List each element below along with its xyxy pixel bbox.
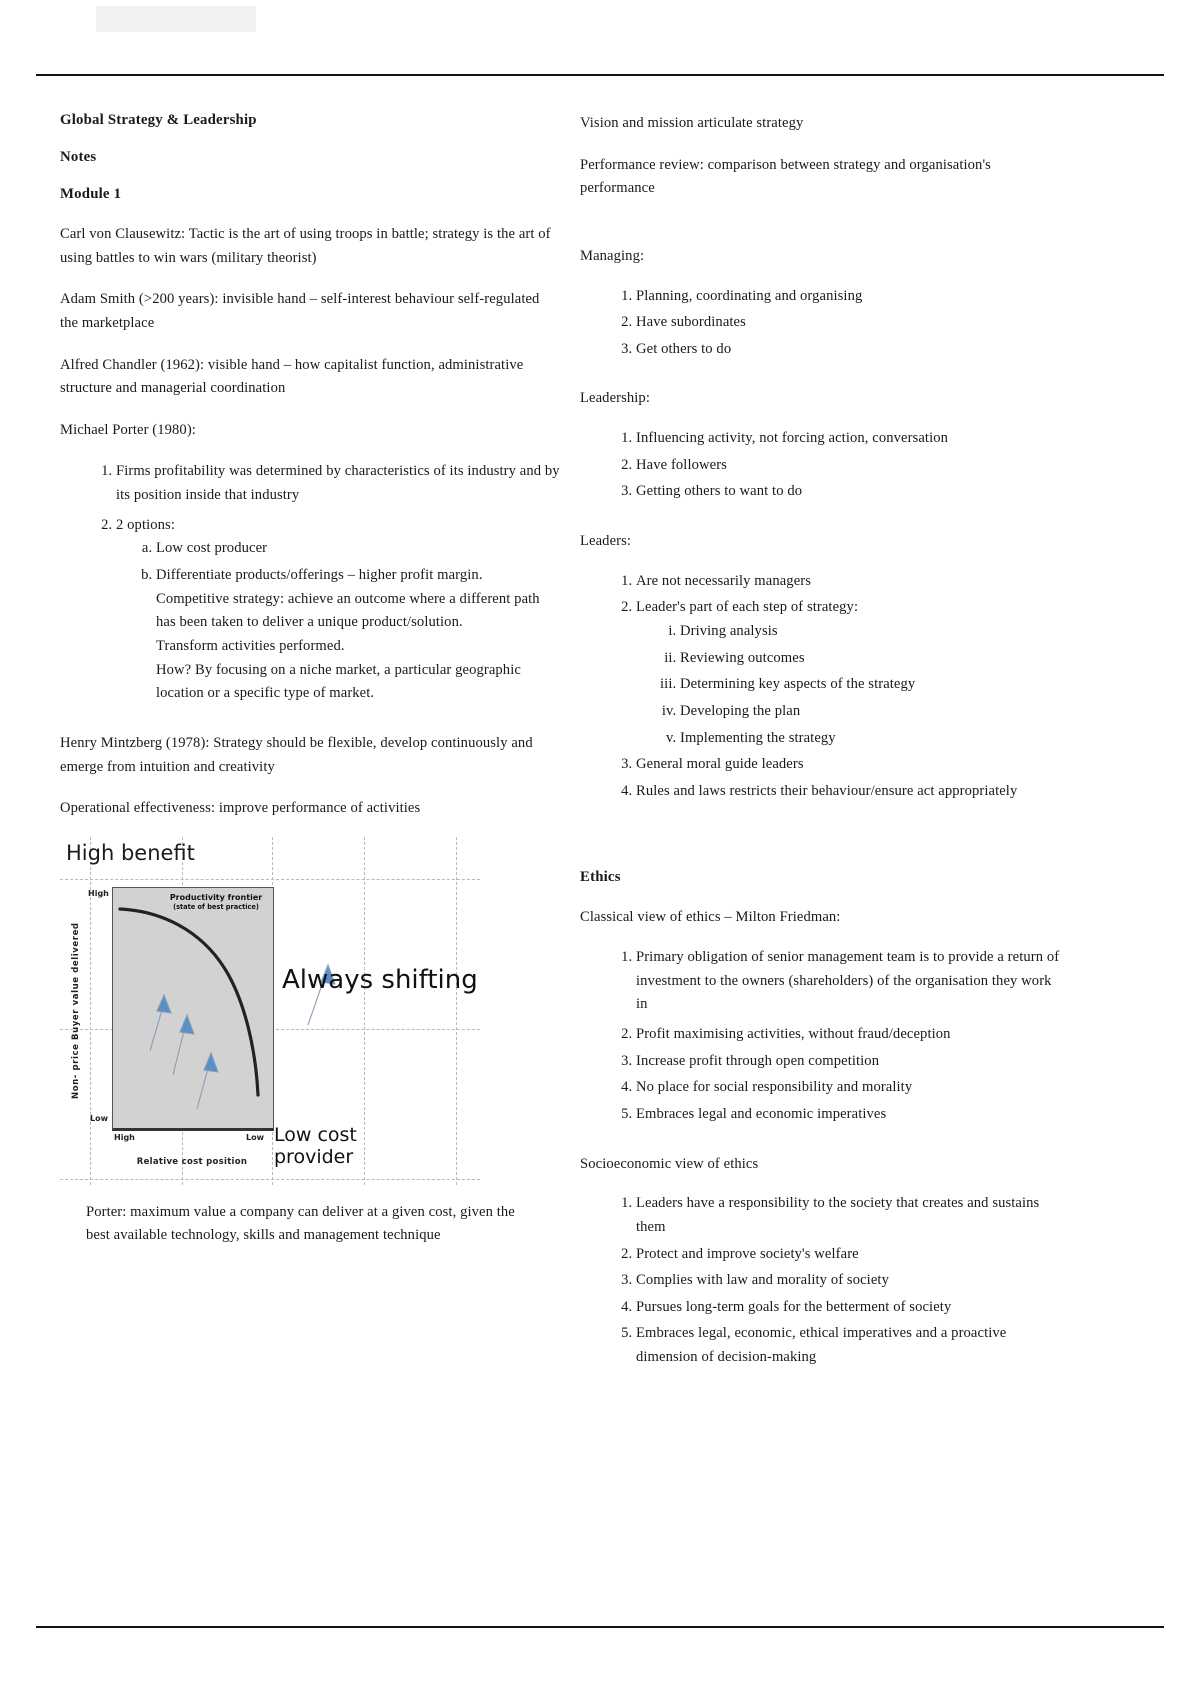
arrow-head	[157, 995, 171, 1013]
productivity-frontier-figure	[60, 837, 480, 1185]
paragraph-socioeconomic-heading: Socioeconomic view of ethics	[580, 1155, 759, 1172]
y-axis-tick-low: Low	[90, 1113, 108, 1123]
x-axis-tick-low: Low	[246, 1132, 264, 1142]
list-item: 3. Complies with law and morality of society	[636, 1269, 1060, 1293]
chart-curve-title: Productivity frontier	[169, 892, 263, 902]
list-item: 1. Are not necessarily managers	[636, 570, 1060, 594]
page-title: Global Strategy & Leadership	[60, 112, 257, 128]
list-item: v. Implementing the strategy	[680, 727, 1060, 751]
list-item: a. Low cost producer	[156, 537, 560, 561]
notes-label: Notes	[60, 149, 97, 165]
list-item: 4. No place for social responsibility and morality	[636, 1076, 1060, 1100]
chart-curve-subtitle: (state of best practice)	[173, 902, 259, 911]
paragraph-managing-heading: Managing:	[580, 247, 645, 264]
figure-annotation-always-shifting: Always shifting	[282, 964, 478, 995]
list-item: 1. Planning, coordinating and organising	[636, 285, 1060, 309]
spacer	[580, 522, 1060, 530]
paragraph-leaders-heading: Leaders:	[580, 533, 632, 550]
arrow-head	[204, 1053, 218, 1072]
productivity-frontier-curve	[120, 909, 258, 1095]
spacer	[580, 219, 1060, 245]
list-item: iii. Determining key aspects of the strategy	[680, 673, 1060, 697]
scan-artifact	[96, 6, 256, 32]
continuation-line: Competitive strategy: achieve an outcome where a different path has been taken to deliver a unique product/solution.	[156, 590, 540, 631]
spacer	[60, 724, 560, 732]
spacer	[580, 821, 1060, 869]
list-item: 5. Embraces legal, economic, ethical imperatives and a proactive dimension of decision-making	[636, 1322, 1060, 1369]
list-item: 2. Have subordinates	[636, 311, 1060, 335]
socioeconomic-ethics-list	[580, 1192, 1060, 1369]
list-item: 1. Leaders have a responsibility to the society that creates and sustains them	[636, 1192, 1060, 1239]
leaders-sub-list	[636, 620, 1060, 750]
paragraph-adam-smith: Adam Smith (>200 years): invisible hand – self-interest behaviour self-regulated the marketplace	[60, 291, 540, 331]
list-item: ii. Reviewing outcomes	[680, 647, 1060, 671]
list-item: 1. Primary obligation of senior management team is to provide a return of investment to the owners (shareholders) of the organisation they work in	[636, 946, 1060, 1017]
porter-list	[60, 460, 560, 705]
continuation-line: Transform activities performed.	[156, 637, 345, 654]
figure-caption: Porter: maximum value a company can deliver at a given cost, given the best available technology, skills and management technique	[86, 1203, 515, 1244]
chart-y-axis-label: Non- price Buyer value delivered	[71, 922, 81, 1100]
paragraph-clausewitz: Carl von Clausewitz: Tactic is the art of using troops in battle; strategy is the art of using battles to win wars (military theorist)	[60, 226, 551, 266]
paragraph-leadership-heading: Leadership:	[580, 390, 650, 407]
paragraph-mintzberg: Henry Mintzberg (1978): Strategy should be flexible, develop continuously and emerge from intuition and creativity	[60, 734, 533, 775]
paragraph-chandler: Alfred Chandler (1962): visible hand – how capitalist function, administrative structure and managerial coordination	[60, 356, 524, 397]
list-item-label: Leader's part of each step of strategy:	[636, 599, 859, 616]
scan-top-margin	[0, 0, 1200, 38]
list-item: 5. Embraces legal and economic imperatives	[636, 1103, 1060, 1127]
list-item	[156, 564, 560, 706]
continuation-line: How? By focusing on a niche market, a particular geographic location or a specific type of market.	[156, 661, 521, 702]
list-item: 1. Influencing activity, not forcing action, conversation	[636, 427, 1060, 451]
figure-annotation-high-benefit: High benefit	[66, 840, 195, 865]
list-item: 2. Protect and improve society's welfare	[636, 1243, 1060, 1267]
left-column	[60, 112, 560, 1248]
list-item: 4. Rules and laws restricts their behaviour/ensure act appropriately	[636, 780, 1060, 804]
list-item: 2. Profit maximising activities, without fraud/deception	[636, 1023, 1060, 1047]
arrow-head	[180, 1015, 194, 1034]
module-heading: Module 1	[60, 186, 122, 202]
chart-x-axis-label: Relative cost position	[136, 1156, 248, 1167]
ethics-heading: Ethics	[580, 869, 621, 886]
list-item: 3. Get others to do	[636, 338, 1060, 362]
header-rule	[36, 74, 1164, 76]
list-item	[636, 596, 1060, 750]
list-item: 1. Firms profitability was determined by characteristics of its industry and by its position inside that industry	[116, 460, 560, 507]
porter-sub-list	[116, 537, 560, 705]
chart-vector-layer	[60, 837, 480, 1185]
spacer	[580, 379, 1060, 387]
paragraph-operational-effectiveness: Operational effectiveness: improve performance of activities	[60, 800, 421, 817]
paragraph-vision: Vision and mission articulate strategy	[580, 115, 804, 131]
paragraph-performance-review: Performance review: comparison between strategy and organisation's performance	[580, 156, 991, 197]
leaders-list	[580, 570, 1060, 804]
managing-list	[580, 285, 1060, 362]
classical-ethics-list	[580, 946, 1060, 1126]
footer-rule	[36, 1626, 1164, 1628]
two-column-body	[0, 112, 1200, 1388]
figure-annotation-low-cost-provider: Low cost provider	[274, 1123, 357, 1168]
list-item-label: Differentiate products/offerings – higher profit margin.	[156, 567, 483, 584]
paragraph-porter-heading: Michael Porter (1980):	[60, 421, 196, 438]
list-item: i. Driving analysis	[680, 620, 1060, 644]
y-axis-tick-high: High	[88, 888, 109, 898]
paragraph-classical-heading: Classical view of ethics – Milton Friedman:	[580, 909, 841, 926]
x-axis-tick-high: High	[114, 1132, 135, 1142]
list-item: 3. General moral guide leaders	[636, 753, 1060, 777]
list-item: iv. Developing the plan	[680, 700, 1060, 724]
spacer	[580, 1145, 1060, 1153]
right-column	[580, 112, 1060, 1388]
list-item: 2. Have followers	[636, 454, 1060, 478]
list-item: 3. Increase profit through open competition	[636, 1050, 1060, 1074]
list-item: 4. Pursues long-term goals for the betterment of society	[636, 1296, 1060, 1320]
leadership-list	[580, 427, 1060, 504]
list-item: 3. Getting others to want to do	[636, 480, 1060, 504]
list-item-label: 2 options:	[116, 516, 175, 533]
list-item	[116, 514, 560, 706]
